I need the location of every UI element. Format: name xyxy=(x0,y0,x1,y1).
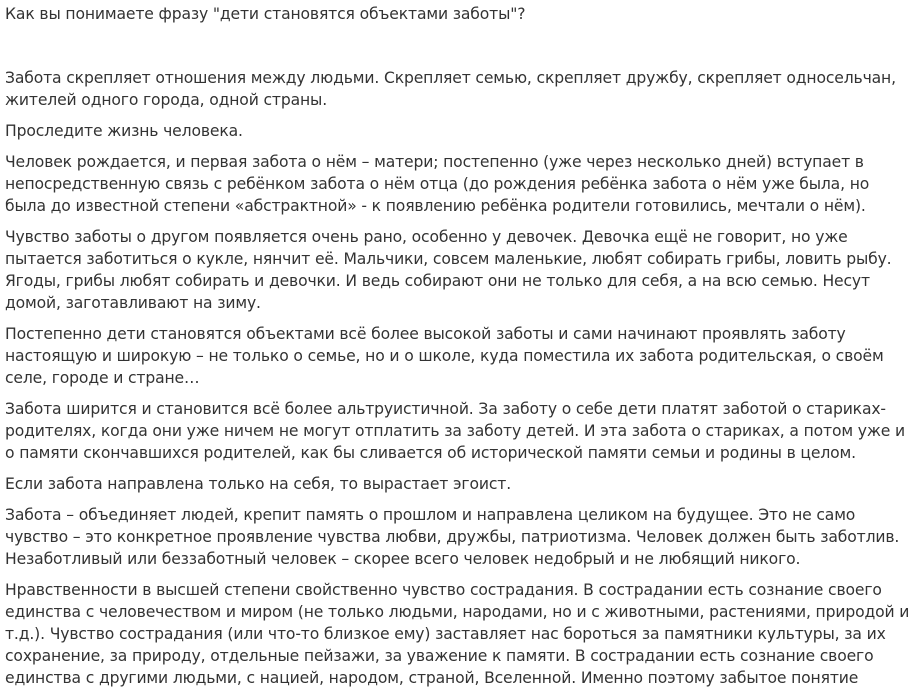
paragraph: Чувство заботы о другом появляется очень рано, особенно у девочек. Девочка ещё не говорит, но уже пытается заботиться о кукле, нянчит её. Мальчики, совсем маленькие, любят собирать грибы, ловить рыбу. Ягоды, грибы любят собирать и девочки. И ведь собирают они не только для себя, а на всю семью. Несут домой, заготавливают на зиму. xyxy=(5,228,892,312)
document-body xyxy=(5,0,911,698)
paragraph: Забота ширится и становится всё более альтруистичной. За заботу о себе дети платят заботой о стариках-родителях, когда они уже ничем не могут отплатить за заботу детей. И эта забота о стариках, а потом уже и о памяти скончавшихся родителей, как бы сливается об исторической памяти семьи и родины в целом. xyxy=(5,400,906,462)
question-heading: Как вы понимаете фразу "дети становятся объектами заботы"? xyxy=(5,5,526,23)
spacer xyxy=(5,25,911,67)
paragraph: Постепенно дети становятся объектами всё более высокой заботы и сами начинают проявлять заботу настоящую и широкую – не только о семье, но и о школе, куда поместила их забота родительская, о своём селе, городе и стране… xyxy=(5,325,884,387)
paragraph: Забота скрепляет отношения между людьми. Скрепляет семью, скрепляет дружбу, скрепляет односельчан, жителей одного города, одной страны. xyxy=(5,69,896,109)
paragraph: Если забота направлена только на себя, то вырастает эгоист. xyxy=(5,475,512,493)
paragraph: Проследите жизнь человека. xyxy=(5,122,243,140)
paragraph: Забота – объединяет людей, крепит память о прошлом и направлена целиком на будущее. Это не само чувство – это конкретное проявление чувства любви, дружбы, патриотизма. Человек должен быть заботлив. Незаботливый или беззаботный человек – скорее всего человек недобрый и не любящий никого. xyxy=(5,506,900,568)
paragraph: Нравственности в высшей степени свойственно чувство сострадания. В сострадании есть сознание своего единства с человечеством и миром (не только людьми, народами, но и с животными, растениями, природой и т.д.). Чувство сострадания (или что-то близкое ему) заставляет нас бороться за памятники культуры, за их сохранение, за природу, отдельные пейзажи, за уважение к памяти. В сострадании есть сознание своего единства с другими людьми, с нацией, народом, страной, Вселенной. Именно поэтому забытое понятие xyxy=(5,581,910,687)
paragraph: Человек рождается, и первая забота о нём – матери; постепенно (уже через несколько дней) вступает в непосредственную связь с ребёнком забота о нём отца (до рождения ребёнка забота о нём уже была, но была до известной степени «абстрактной» - к появлению ребёнка родители готовились, мечтали о нём). xyxy=(5,153,870,215)
